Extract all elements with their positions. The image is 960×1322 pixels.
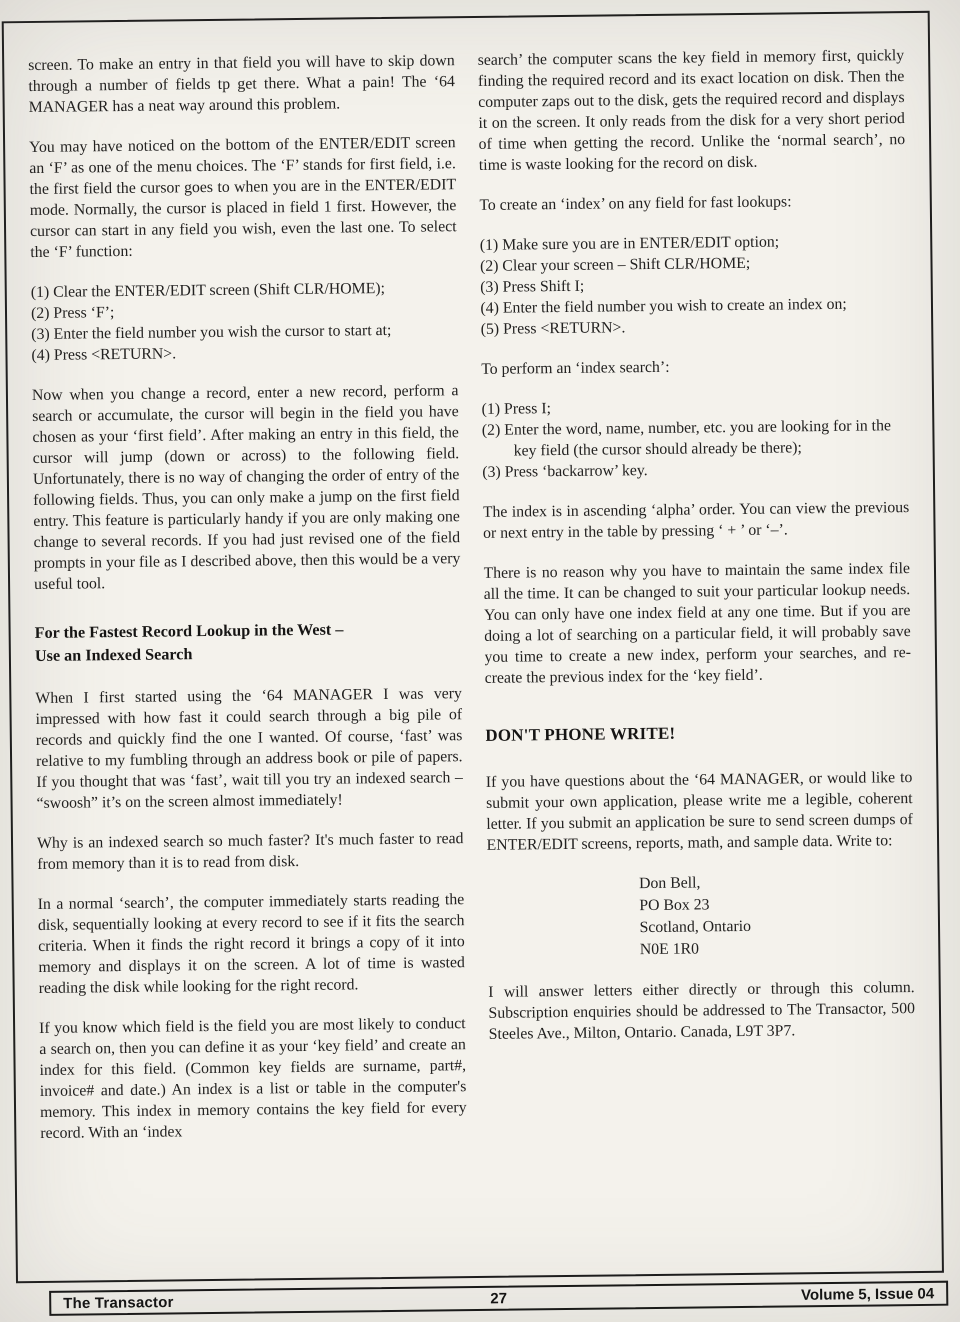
paragraph-index-order: The index is in ascending ‘alpha’ order. You can view the previous or next entry in the table by pressing ‘ + ’ or ‘–’.	[482, 499, 910, 542]
address-line-po-box: PO Box 23	[639, 896, 710, 915]
list-item: (2) Enter the word, name, number, etc. you are looking for in the key field (the cursor should already be there);	[481, 417, 892, 460]
index-search-instruction-list	[482, 394, 909, 483]
footer-magazine-title: The Transactor	[63, 1293, 174, 1312]
paragraph-answer-letters: I will answer letters either directly or through this column. Subscription enquiries should be addressed to The Transactor, 500 Steeles Ave., Milton, Ontario. Canada, L9T 3P7.	[488, 979, 916, 1043]
heading-line: For the Fastest Record Lookup in the West –	[34, 620, 344, 642]
list-item: (3) Press ‘backarrow’ key.	[482, 462, 648, 481]
paragraph-index-search-continued: search’ the computer scans the key field in memory first, quickly finding the required record and its exact location on disk. Then the computer zaps out to the disk, gets the required record and displays it on the screen. It only reads from the disk for a very short period of time when getting the record. Unlike the ‘normal search’, no time is waste looking for the record on disk.	[477, 47, 906, 174]
address-line-name: Don Bell,	[638, 874, 701, 893]
page-tilt-wrapper	[2, 7, 949, 1317]
paragraph-screen-entry: screen. To make an entry in that field you will have to skip down through a number of fields tp get there. What a pain! The ‘64 MANAGER has a neat way around this problem.	[28, 52, 456, 117]
paragraph-normal-search: In a normal ‘search’, the computer immediately starts reading the disk, sequentially looking at every record to see if it fits the search criteria. When it finds the right record it brings a copy of it into memory and displays it on the screen. A lot of time is wasted reading the disk while looking for the right record.	[37, 891, 466, 997]
footer-page-number: 27	[490, 1289, 508, 1307]
article-frame	[2, 11, 944, 1283]
paragraph-first-field-intro: You may have noticed on the bottom of the ENTER/EDIT screen an ‘F’ as one of the menu choices. The ‘F’ stands for first field, i.e. the first field the cursor goes to when you are in the ENTER/EDIT mode. Normally, the cursor is placed in field 1 first. However, the cursor can start in any field you wish, even the last one. To select the ‘F’ function:	[29, 134, 457, 262]
list-item: (4) Enter the field number you wish to create an index on;	[480, 295, 847, 317]
footer-bar	[49, 1281, 948, 1316]
left-column	[28, 50, 468, 1255]
create-index-instruction-list	[480, 230, 908, 340]
paragraph-why-faster: Why is an indexed search so much faster? It's much faster to read from memory than it is to read from disk.	[36, 830, 464, 873]
heading-line: Use an Indexed Search	[34, 645, 193, 665]
list-item: (1) Make sure you are in ENTER/EDIT option;	[479, 233, 780, 254]
list-item: (1) Clear the ENTER/EDIT screen (Shift CLR/HOME);	[30, 279, 386, 302]
list-item: (2) Press ‘F’;	[30, 304, 115, 323]
section-heading-dont-phone-write: DON'T PHONE WRITE!	[485, 723, 676, 745]
mailing-address-block	[639, 870, 914, 961]
list-item: (5) Press <RETURN>.	[480, 319, 626, 338]
paragraph-create-index-intro: To create an ‘index’ on any field for fast lookups:	[479, 193, 792, 214]
list-item: (3) Enter the field number you wish the cursor to start at;	[31, 321, 392, 344]
paragraph-first-field-behavior: Now when you change a record, enter a new record, perform a search or accumulate, the cursor will begin in the field you have chosen as your ‘first field’. After making an entry in this field, the cursor will jump (down or across) to the following field. Unfortunately, there is no way of changing the order of entry of the following fields. Thus, you can only make a jump on the first field entry. This feature is particularly handy if you are only making one change to several records. If you had just revised one of the field prompts in your file as I described above, then this would be a very useful tool.	[31, 382, 461, 593]
list-item: (3) Press Shift I;	[480, 277, 585, 296]
list-item: (1) Press I;	[481, 400, 552, 418]
footer-issue-label: Volume 5, Issue 04	[800, 1284, 935, 1304]
paragraph-write-me: If you have questions about the ‘64 MANAGER, or would like to submit your own application, please write me a legible, coherent letter. If you submit an application be sure to send screen dumps of ENTER/EDIT screens, reports, math, and sample data. Write to:	[485, 769, 913, 854]
paragraph-indexed-search-impression: When I first started using the ‘64 MANAGER I was very impressed with how fast it could search through a big pile of records and quickly find the one I wanted. Of course, ‘fast’ was relative to my fumbling through an address book or pile of papers. If you thought that was ‘fast’, wait till you try an indexed search – “swoosh” it’s on the screen almost immediately!	[35, 685, 463, 812]
list-item: (2) Clear your screen – Shift CLR/HOME;	[479, 254, 751, 275]
right-column	[478, 45, 918, 1250]
address-line-city: Scotland, Ontario	[639, 917, 752, 937]
first-field-instruction-list	[31, 277, 458, 366]
section-heading-indexed-search	[35, 617, 462, 668]
paragraph-index-maintenance: There is no reason why you have to maintain the same index file all the time. It can be changed to suit your particular lookup needs. You can only have one index field at any one time. But if you are doing a lot of searching on a particular field, it will probably save you time to create a new index, perform your searches, and re-create the previous index for the ‘key field’.	[483, 560, 912, 687]
list-item: (4) Press <RETURN>.	[31, 345, 177, 365]
address-line-postal-code: N0E 1R0	[639, 940, 700, 959]
paragraph-key-field: If you know which field is the field you are most likely to conduct a search on, then you can define it as your ‘key field’ and create an index for this field. (Common key fields are surname, part#, invoice# and date.) An index is a list or table in the computer's memory. This index in memory contains the key field for every record. With an ‘index	[39, 1015, 467, 1142]
paragraph-index-search-intro: To perform an ‘index search’:	[481, 358, 670, 378]
